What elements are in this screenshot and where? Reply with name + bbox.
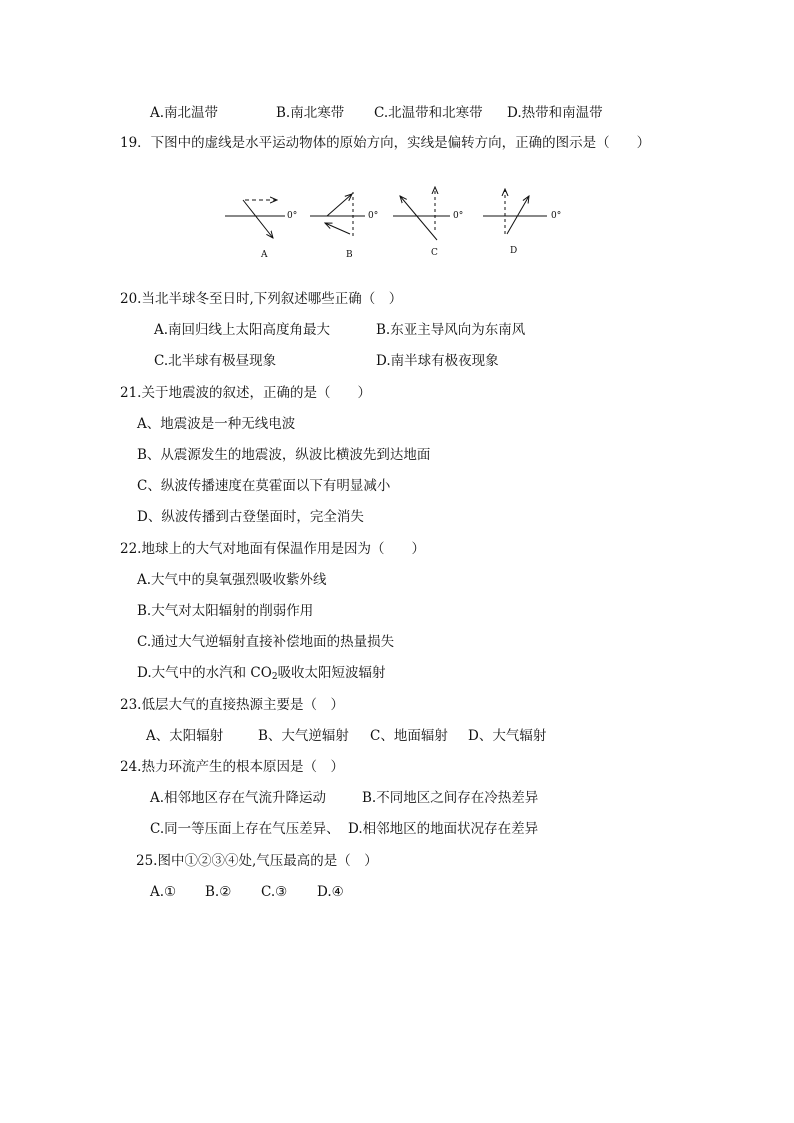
deflection-diagrams (215, 180, 575, 265)
q22-option-c: C.通过大气逆辐射直接补偿地面的热量损失 (137, 634, 395, 650)
diagram-a-zero-label: 0° (287, 211, 298, 221)
q24-option-d: D.相邻地区的地面状况存在差异 (348, 821, 539, 837)
q23-option-a: A、太阳辐射 (146, 728, 224, 744)
q25-option-a: A.① (150, 884, 177, 900)
diagram-b-label: B (346, 250, 353, 260)
q21-option-b: B、从震源发生的地震波，纵波比横波先到达地面 (137, 447, 431, 463)
q23-stem: 23.低层大气的直接热源主要是（ ） (120, 697, 344, 713)
q20-option-a: A.南回归线上太阳高度角最大 (154, 322, 331, 338)
q20-stem: 20.当北半球冬至日时,下列叙述哪些正确（ ） (120, 291, 403, 307)
q25-option-d: D.④ (317, 884, 344, 900)
q22-option-b: B.大气对太阳辐射的削弱作用 (137, 603, 314, 619)
q20-option-d: D.南半球有极夜现象 (376, 353, 499, 369)
q21-stem: 21.关于地震波的叙述，正确的是（ ） (120, 385, 371, 401)
q22-option-d-suffix: 吸收太阳短波辐射 (277, 665, 386, 681)
q22-option-d-subscript: 2 (271, 672, 278, 682)
diagram-a-label: A (261, 250, 268, 260)
q22-option-a: A.大气中的臭氧强烈吸收紫外线 (137, 572, 327, 588)
q21-option-d: D、纵波传播到古登堡面时，完全消失 (137, 509, 364, 525)
q18-option-a: A.南北温带 (150, 105, 219, 121)
q18-option-b: B.南北寒带 (276, 105, 345, 121)
q25-stem: 25.图中①②③④处,气压最高的是（ ） (136, 853, 378, 869)
diagram-c-zero-label: 0° (453, 211, 464, 221)
diagram-b-solid-arrow-down (325, 223, 350, 234)
q24-stem: 24.热力环流产生的根本原因是（ ） (120, 759, 344, 775)
diagram-d-zero-label: 0° (551, 211, 562, 221)
diagram-a-solid-arrow (243, 200, 273, 238)
q24-option-b: B.不同地区之间存在冷热差异 (362, 790, 539, 806)
q19-stem: 19．下图中的虚线是水平运动物体的原始方向，实线是偏转方向，正确的图示是（ ） (120, 135, 651, 151)
diagram-d (483, 189, 561, 256)
diagram-c-label: C (431, 248, 438, 258)
diagram-b-solid-arrow-up (327, 194, 352, 216)
q21-option-a: A、地震波是一种无线电波 (137, 416, 296, 432)
q24-option-c: C.同一等压面上存在气压差异、 (150, 821, 340, 837)
q22-option-d (137, 664, 386, 686)
q18-option-c: C.北温带和北寒带 (374, 105, 483, 121)
q23-option-d: D、大气辐射 (468, 728, 547, 744)
q23-option-c: C、地面辐射 (370, 728, 448, 744)
q21-option-c: C、纵波传播速度在莫霍面以下有明显减小 (137, 478, 391, 494)
q24-option-a: A.相邻地区存在气流升降运动 (150, 790, 327, 806)
diagram-c (393, 187, 463, 258)
q25-option-b: B.② (205, 884, 232, 900)
diagram-b-zero-label: 0° (368, 211, 379, 221)
diagram-c-solid-arrow (400, 196, 437, 240)
q22-stem: 22.地球上的大气对地面有保温作用是因为（ ） (120, 541, 425, 557)
diagram-d-solid-arrow (507, 196, 529, 234)
q20-option-c: C.北半球有极昼现象 (154, 353, 277, 369)
q20-option-b: B.东亚主导风向为东南风 (376, 322, 526, 338)
q22-option-d-prefix: D.大气中的水汽和 CO (137, 665, 272, 681)
diagram-a (225, 200, 297, 260)
q18-option-d: D.热带和南温带 (507, 105, 603, 121)
q23-option-b: B、大气逆辐射 (258, 728, 349, 744)
diagram-d-label: D (510, 246, 518, 256)
q25-option-c: C.③ (261, 884, 288, 900)
diagram-b (310, 192, 378, 260)
